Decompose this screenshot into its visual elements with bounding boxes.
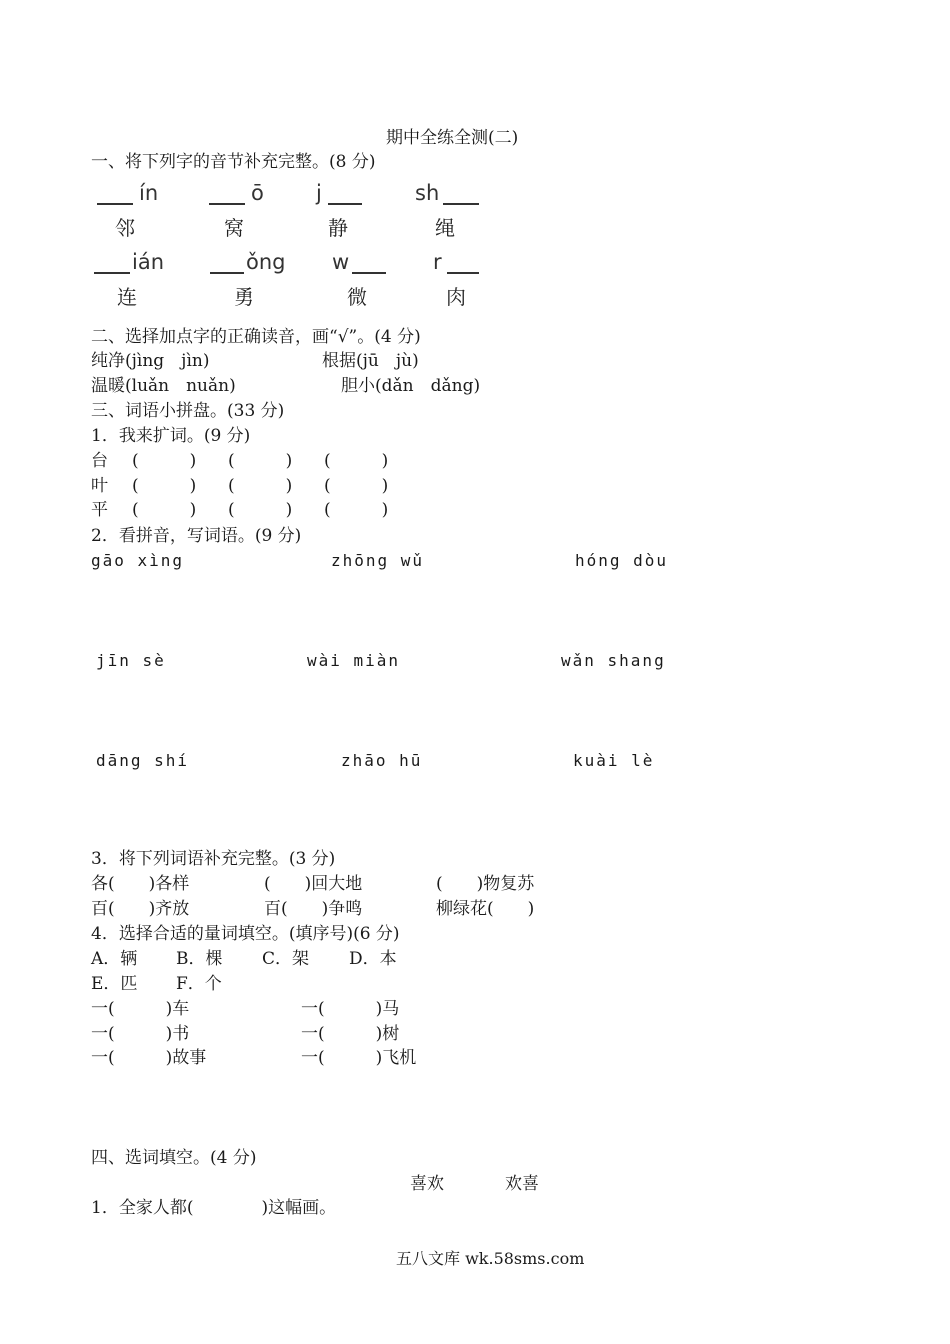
expand-word-char: 平 — [91, 500, 108, 520]
pinyin-prompt: zhōng wǔ — [331, 551, 425, 570]
pinyin-prompt: dāng shí — [96, 751, 190, 770]
pinyin-fragment: sh — [415, 181, 440, 205]
answer-blank — [210, 272, 244, 274]
answer-blank: ( ) — [132, 500, 197, 520]
pinyin-prompt: kuài lè — [573, 751, 655, 770]
answer-blank — [352, 272, 386, 274]
answer-blank — [328, 203, 362, 205]
section-2-heading: 二、选择加点字的正确读音，画“√”。(4 分) — [91, 327, 421, 347]
section-3-heading: 三、词语小拼盘。(33 分) — [91, 401, 285, 421]
option: E．匹 — [91, 974, 138, 994]
option: D．本 — [349, 949, 397, 969]
idiom-item: 百( )齐放 — [91, 899, 190, 919]
idiom-item: ( )物复苏 — [436, 874, 535, 894]
measure-word-item: 一( )树 — [301, 1024, 400, 1044]
measure-word-item: 一( )故事 — [91, 1048, 207, 1068]
pinyin-prompt: gāo xìng — [91, 551, 185, 570]
question-4-heading: 4．选择合适的量词填空。(填序号)(6 分) — [91, 924, 400, 944]
hanzi: 连 — [117, 285, 137, 309]
answer-blank: ( ) — [228, 476, 293, 496]
pinyin-prompt: wài miàn — [307, 651, 401, 670]
section-4-heading: 四、选词填空。(4 分) — [91, 1148, 257, 1168]
reading-choice: 根据(jū jù) — [322, 351, 419, 371]
hanzi: 勇 — [234, 285, 254, 309]
hanzi: 静 — [328, 216, 348, 240]
option: A．辆 — [91, 949, 138, 969]
hanzi: 邻 — [115, 216, 135, 240]
option: B．棵 — [176, 949, 223, 969]
page-title: 期中全练全测(二) — [386, 128, 519, 148]
idiom-item: 百( )争鸣 — [264, 899, 363, 919]
footer-watermark: 五八文库 wk.58sms.com — [396, 1249, 585, 1268]
idiom-item: 柳绿花( ) — [436, 899, 535, 919]
pinyin-fragment: ián — [132, 250, 165, 274]
word-choice: 喜欢 — [410, 1174, 444, 1194]
option: F．个 — [176, 974, 222, 994]
pinyin-fragment: ǒng — [246, 250, 286, 274]
pinyin-prompt: hóng dòu — [575, 551, 669, 570]
hanzi: 窝 — [224, 216, 244, 240]
reading-choice: 胆小(dǎn dǎng) — [341, 376, 481, 396]
answer-blank: ( ) — [324, 500, 389, 520]
answer-blank: ( ) — [132, 451, 197, 471]
reading-choice: 温暖(luǎn nuǎn) — [91, 376, 236, 396]
answer-blank — [443, 203, 479, 205]
measure-word-item: 一( )车 — [91, 999, 190, 1019]
pinyin-prompt: wǎn shang — [561, 651, 666, 670]
pinyin-fragment: ín — [139, 181, 159, 205]
question-3-heading: 3．将下列词语补充完整。(3 分) — [91, 849, 336, 869]
answer-blank: ( ) — [324, 451, 389, 471]
answer-blank: ( ) — [228, 451, 293, 471]
answer-blank — [447, 272, 479, 274]
pinyin-fragment: r — [433, 250, 442, 274]
answer-blank: ( ) — [132, 476, 197, 496]
hanzi: 微 — [347, 285, 367, 309]
pinyin-fragment: w — [332, 250, 350, 274]
hanzi: 绳 — [435, 216, 455, 240]
measure-word-item: 一( )书 — [91, 1024, 190, 1044]
pinyin-prompt: zhāo hū — [341, 751, 423, 770]
answer-blank — [94, 272, 130, 274]
answer-blank: ( ) — [324, 476, 389, 496]
reading-choice: 纯净(jìng jìn) — [91, 351, 210, 371]
expand-word-char: 叶 — [91, 476, 108, 496]
idiom-item: ( )回大地 — [264, 874, 363, 894]
word-choice: 欢喜 — [505, 1174, 539, 1194]
answer-blank — [97, 203, 133, 205]
idiom-item: 各( )各样 — [91, 874, 190, 894]
pinyin-prompt: jīn sè — [96, 651, 166, 670]
question-1-heading: 1．我来扩词。(9 分) — [91, 426, 251, 446]
measure-word-item: 一( )马 — [301, 999, 400, 1019]
section-1-heading: 一、将下列字的音节补充完整。(8 分) — [91, 152, 376, 172]
question-2-heading: 2．看拼音，写词语。(9 分) — [91, 526, 302, 546]
pinyin-fragment: ō — [251, 181, 264, 205]
option: C．架 — [262, 949, 310, 969]
answer-blank: ( ) — [228, 500, 293, 520]
measure-word-item: 一( )飞机 — [301, 1048, 417, 1068]
fill-sentence: 1．全家人都( )这幅画。 — [91, 1198, 337, 1218]
answer-blank — [209, 203, 245, 205]
expand-word-char: 台 — [91, 451, 108, 471]
pinyin-fragment: j — [316, 181, 322, 205]
hanzi: 肉 — [446, 285, 466, 309]
